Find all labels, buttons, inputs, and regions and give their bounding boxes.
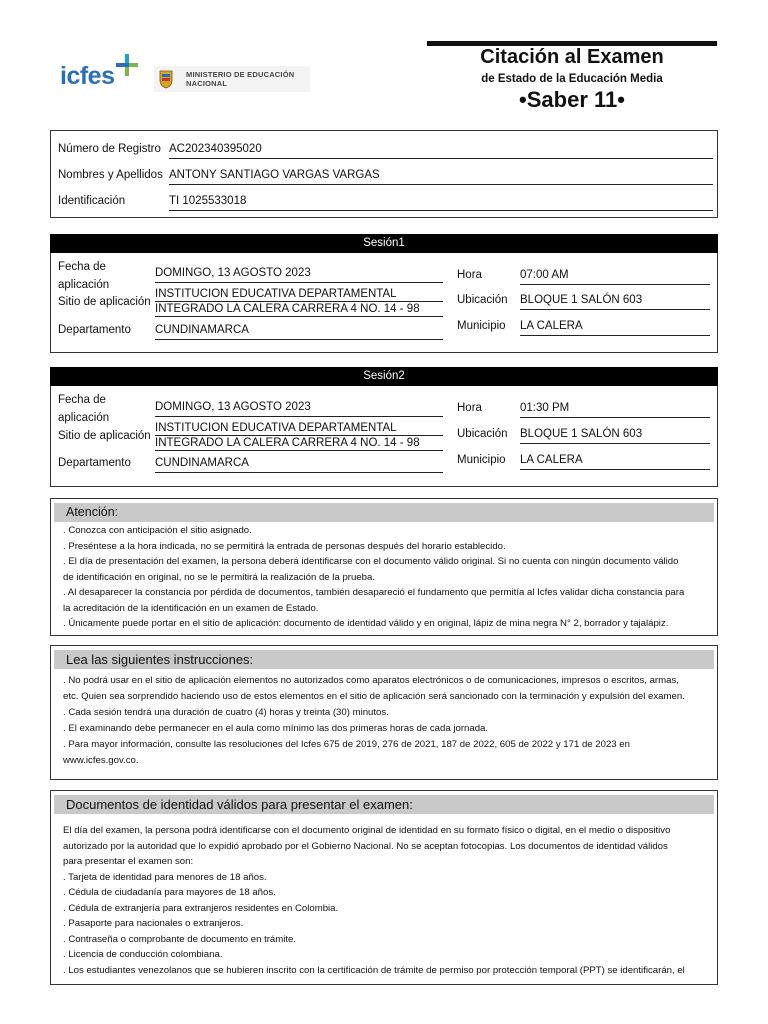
session-1-box bbox=[50, 253, 718, 353]
session-1-depto-label: Departamento bbox=[58, 324, 131, 336]
atencion-line: . Únicamente puede portar en el sitio de aplicación: documento de identidad válido y en original, lápiz de mina negra N° 2, borrador y tajalápiz. bbox=[63, 618, 669, 629]
atencion-line: . Conozca con anticipación el sitio asignado. bbox=[63, 525, 252, 536]
atencion-line: . Al desaparecer la constancia por pérdida de documentos, también desapareció el fundamento que permitía al Icfes validar dicha constancia para bbox=[63, 587, 685, 598]
documentos-line: . Cédula de ciudadanía para mayores de 18 años. bbox=[63, 887, 276, 898]
nombres-value: ANTONY SANTIAGO VARGAS VARGAS bbox=[169, 169, 713, 185]
instrucciones-line: . Para mayor información, consulte las resoluciones del Icfes 675 de 2019, 276 de 2021, 187 de 2022, 605 de 2022 y 171 de 2023 en bbox=[63, 739, 630, 750]
documentos-line: . Los estudiantes venezolanos que se hubieren inscrito con la certificación de trámite de permiso por protección temporal (PPT) se identificarán, el bbox=[63, 964, 685, 976]
documentos-line: para presentar el examen son: bbox=[63, 856, 194, 867]
atencion-line: . El día de presentación del examen, la persona deberá identificarse con el documento válido original. Si no cuenta con ningún documento válido bbox=[63, 556, 679, 567]
session-1-hora-value: 07:00 AM bbox=[520, 269, 710, 285]
session-2-fecha-value: DOMINGO, 13 AGOSTO 2023 bbox=[155, 401, 443, 417]
session-2-sitio-value bbox=[155, 421, 443, 451]
session-1-header: Sesión1 bbox=[50, 234, 718, 253]
atencion-box bbox=[50, 498, 718, 636]
ministry-logo-text bbox=[186, 70, 294, 88]
page-title: Citación al Examen bbox=[480, 46, 664, 68]
instrucciones-line: . No podrá usar en el sitio de aplicación elementos no autorizados como aparatos electrónicos o de comunicaciones, impresos o escritos, armas, bbox=[63, 675, 679, 686]
atencion-body bbox=[51, 522, 717, 632]
session-1-hora-label: Hora bbox=[457, 269, 482, 281]
session-2-muni-value: LA CALERA bbox=[520, 454, 710, 470]
atencion-line: la acreditación de la identificación en un examen de Estado. bbox=[63, 602, 319, 614]
registro-label: Número de Registro bbox=[58, 143, 161, 155]
sitio-line-2: INTEGRADO LA CALERA CARRERA 4 NO. 14 - 98 bbox=[155, 302, 443, 317]
fecha-label-line-2: aplicación bbox=[58, 412, 110, 424]
session-2-depto-value: CUNDINAMARCA bbox=[155, 457, 443, 473]
instrucciones-body bbox=[51, 669, 717, 769]
documentos-line: autorizado por la autoridad que lo expidió aprobado por el Gobierno Nacional. No se aceptan fotocopias. Los documentos de identidad válidos bbox=[63, 840, 668, 852]
documentos-line: . Licencia de conducción colombiana. bbox=[63, 949, 223, 960]
instrucciones-line: . El examinando debe permanecer en el aula como mínimo las dos primeras horas de cada jornada. bbox=[63, 723, 489, 734]
icfes-logo-text: icfes bbox=[60, 62, 115, 90]
documentos-title: Documentos de identidad válidos para presentar el examen: bbox=[54, 795, 714, 814]
session-1-muni-label: Municipio bbox=[457, 320, 506, 332]
atencion-line: de identificación en original, no se le permitirá la realización de la prueba. bbox=[63, 571, 375, 583]
ministry-line-2: NACIONAL bbox=[186, 79, 228, 88]
session-1-muni-value: LA CALERA bbox=[520, 320, 710, 336]
personal-info-box bbox=[50, 130, 718, 218]
session-2-depto-label: Departamento bbox=[58, 457, 131, 469]
session-1-sitio-label: Sitio de aplicación bbox=[58, 296, 151, 308]
id-value: TI 1025533018 bbox=[169, 195, 713, 211]
documentos-box bbox=[50, 790, 718, 985]
sitio-line-1: INSTITUCION EDUCATIVA DEPARTAMENTAL bbox=[155, 421, 443, 436]
ministry-line-1: MINISTERIO DE EDUCACIÓN bbox=[186, 70, 295, 79]
instrucciones-line: . Cada sesión tendrá una duración de cuatro (4) horas y treinta (30) minutos. bbox=[63, 707, 389, 718]
instrucciones-box bbox=[50, 645, 718, 780]
documentos-line: . Cédula de extranjería para extranjeros residentes en Colombia. bbox=[63, 902, 339, 914]
instrucciones-line: www.icfes.gov.co. bbox=[63, 755, 139, 766]
coat-of-arms-icon bbox=[158, 69, 174, 89]
session-1-ubic-label: Ubicación bbox=[457, 294, 508, 306]
session-2-hora-value: 01:30 PM bbox=[520, 402, 710, 418]
documentos-line: . Pasaporte para nacionales o extranjeros. bbox=[63, 918, 244, 929]
session-1-fecha-label bbox=[58, 258, 109, 294]
fecha-label-line-1: Fecha de bbox=[58, 261, 106, 273]
registro-value: AC202340395020 bbox=[169, 143, 713, 159]
fecha-label-line-1: Fecha de bbox=[58, 394, 106, 406]
session-2-fecha-label bbox=[58, 391, 109, 427]
session-2-sitio-label: Sitio de aplicación bbox=[58, 430, 151, 442]
documentos-line: . Tarjeta de identidad para menores de 18 años. bbox=[63, 871, 267, 883]
sitio-line-1: INSTITUCION EDUCATIVA DEPARTAMENTAL bbox=[155, 287, 443, 302]
ministry-logo bbox=[154, 66, 310, 92]
atencion-title: Atención: bbox=[54, 503, 714, 522]
nombres-label: Nombres y Apellidos bbox=[58, 169, 163, 181]
sitio-line-2: INTEGRADO LA CALERA CARRERA 4 NO. 14 - 98 bbox=[155, 436, 443, 451]
session-1-sitio-value bbox=[155, 287, 443, 317]
session-2-hora-label: Hora bbox=[457, 402, 482, 414]
page-subtitle: de Estado de la Educación Media bbox=[481, 73, 663, 85]
session-2-muni-label: Municipio bbox=[457, 454, 506, 466]
fecha-label-line-2: aplicación bbox=[58, 279, 110, 291]
documentos-body bbox=[51, 814, 717, 978]
session-2-box bbox=[50, 386, 718, 487]
session-1-ubic-value: BLOQUE 1 SALÓN 603 bbox=[520, 294, 710, 310]
icfes-star-icon bbox=[114, 52, 140, 78]
session-2-ubic-value: BLOQUE 1 SALÓN 603 bbox=[520, 428, 710, 444]
atencion-line: . Preséntese a la hora indicada, no se permitirá la entrada de personas después del horario establecido. bbox=[63, 540, 506, 552]
documentos-line: El día del examen, la persona podrá identificarse con el documento original de identidad en su formato físico o digital, en el medio o dispositivo bbox=[63, 825, 671, 836]
session-1-depto-value: CUNDINAMARCA bbox=[155, 324, 443, 340]
exam-name: •Saber 11• bbox=[519, 87, 625, 112]
session-2-ubic-label: Ubicación bbox=[457, 428, 508, 440]
icfes-logo bbox=[60, 56, 140, 96]
instrucciones-line: etc. Quien sea sorprendido haciendo uso de estos elementos en el sitio de aplicación será sancionado con la terminación y expulsión del examen. bbox=[63, 691, 685, 702]
documentos-line: . Contraseña o comprobante de documento en trámite. bbox=[63, 933, 297, 945]
instrucciones-title: Lea las siguientes instrucciones: bbox=[54, 650, 714, 669]
session-1-fecha-value: DOMINGO, 13 AGOSTO 2023 bbox=[155, 267, 443, 283]
session-2-header: Sesión2 bbox=[50, 367, 718, 386]
id-label: Identificación bbox=[58, 195, 126, 207]
